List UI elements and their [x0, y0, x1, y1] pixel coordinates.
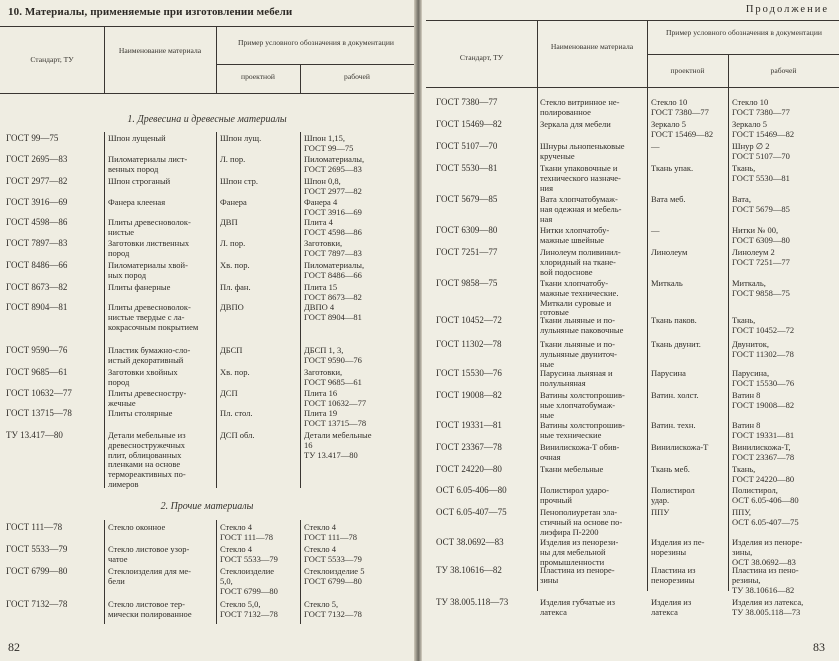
cell-standard: ГОСТ 2977—82: [6, 176, 68, 186]
cell-standard: ГОСТ 13715—78: [6, 408, 72, 418]
cell-project-designation: ДСП: [220, 388, 238, 398]
cell-working-designation: Изделия из пеноре- зины, ОСТ 38.0692—83: [732, 537, 803, 567]
cell-working-designation: Вата, ГОСТ 5679—85: [732, 194, 790, 214]
column-rule: [104, 520, 105, 624]
column-rule: [216, 520, 217, 624]
cell-material-name: Пиломатериалы хвой- ных пород: [108, 260, 188, 280]
cell-material-name: Нитки хлопчатобу- мажные швейные: [540, 225, 610, 245]
cell-material-name: Стекло витринное не- полированное: [540, 97, 620, 117]
cell-material-name: Изделия губчатые из латекса: [540, 597, 615, 617]
cell-working-designation: Стекло 4 ГОСТ 5533—79: [304, 544, 362, 564]
column-rule: [537, 87, 538, 591]
header-project: проектной: [670, 66, 705, 75]
cell-working-designation: Плита 4 ГОСТ 4598—86: [304, 217, 362, 237]
header-bottom-rule: [426, 87, 839, 88]
cell-working-designation: Ватин 8 ГОСТ 19331—81: [732, 420, 795, 440]
cell-standard: ГОСТ 111—78: [6, 522, 63, 532]
cell-material-name: Пиломатериалы лист- венных пород: [108, 154, 188, 174]
cell-standard: ГОСТ 6309—80: [436, 225, 498, 235]
cell-material-name: Ткани льняные и по- лульняные двуниточ- ные: [540, 339, 617, 369]
cell-working-designation: Пиломатериалы, ГОСТ 8486—66: [304, 260, 365, 280]
cell-working-designation: Стекло 10 ГОСТ 7380—77: [732, 97, 790, 117]
cell-project-designation: ППУ: [651, 507, 670, 517]
cell-working-designation: Шпон 0,8, ГОСТ 2977—82: [304, 176, 362, 196]
cell-working-designation: Детали мебельные 16 ТУ 13.417—80: [304, 430, 372, 460]
cell-material-name: Изделия из пенорези- ны для мебельной промышленности: [540, 537, 619, 567]
cell-standard: ГОСТ 4598—86: [6, 217, 68, 227]
header-mid-rule: [647, 54, 839, 55]
cell-material-name: Вата хлопчатобумаж- ная одежная и мебель- ная: [540, 194, 622, 224]
cell-standard: ГОСТ 23367—78: [436, 442, 502, 452]
cell-material-name: Ватины холстопрошив- ные хлопчатобумаж- ные: [540, 390, 625, 420]
cell-project-designation: Винилискожа-Т: [651, 442, 709, 452]
header-divider: [104, 26, 105, 93]
cell-project-designation: Хв. пор.: [220, 367, 250, 377]
cell-project-designation: Шпон стр.: [220, 176, 259, 186]
cell-standard: ГОСТ 7897—83: [6, 238, 68, 248]
cell-working-designation: ДВПО 4 ГОСТ 8904—81: [304, 302, 362, 322]
cell-material-name: Шпон строганый: [108, 176, 171, 186]
cell-working-designation: Шпон 1,15, ГОСТ 99—75: [304, 133, 354, 153]
cell-material-name: Ватины холстопрошив- ные технические: [540, 420, 625, 440]
header-standard: Стандарт, ТУ: [459, 53, 504, 62]
cell-standard: ГОСТ 9858—75: [436, 278, 498, 288]
cell-project-designation: Фанера: [220, 197, 247, 207]
cell-project-designation: Парусина: [651, 368, 686, 378]
cell-standard: ГОСТ 7380—77: [436, 97, 498, 107]
cell-project-designation: Ткань меб.: [651, 464, 690, 474]
column-rule: [300, 132, 301, 488]
cell-project-designation: Пл. стол.: [220, 408, 253, 418]
cell-working-designation: Пиломатериалы, ГОСТ 2695—83: [304, 154, 365, 174]
cell-project-designation: ДСП обл.: [220, 430, 255, 440]
cell-material-name: Фанера клееная: [108, 197, 166, 207]
cell-material-name: Заготовки хвойных пород: [108, 367, 178, 387]
cell-project-designation: Ткань двунит.: [651, 339, 701, 349]
cell-project-designation: Зеркало 5 ГОСТ 15469—82: [651, 119, 714, 139]
cell-standard: ГОСТ 11302—78: [436, 339, 502, 349]
cell-project-designation: Шпон лущ.: [220, 133, 262, 143]
cell-project-designation: Вата меб.: [651, 194, 686, 204]
cell-standard: ГОСТ 2695—83: [6, 154, 68, 164]
cell-project-designation: Хв. пор.: [220, 260, 250, 270]
cell-working-designation: Пластина из пено- резины, ТУ 38.10616—82: [732, 565, 799, 595]
header-divider: [647, 20, 648, 87]
cell-project-designation: Пл. фан.: [220, 282, 251, 292]
cell-standard: ГОСТ 19331—81: [436, 420, 502, 430]
cell-standard: ОСТ 6.05-407—75: [436, 507, 507, 517]
book-gutter: [414, 0, 422, 661]
column-rule: [647, 87, 648, 591]
cell-project-designation: Ткань паков.: [651, 315, 697, 325]
right-page: [422, 0, 839, 661]
cell-standard: ГОСТ 5679—85: [436, 194, 498, 204]
cell-material-name: Детали мебельные из древесностружечных плит, облицованных пленками на основе термореактивных по- лимеров: [108, 430, 186, 489]
cell-standard: ГОСТ 15530—76: [436, 368, 502, 378]
cell-material-name: Плиты древесноволок- нистые твердые с ла- кокрасочным покрытием: [108, 302, 199, 332]
cell-material-name: Стекло листовое узор- чатое: [108, 544, 190, 564]
cell-standard: ГОСТ 9685—61: [6, 367, 68, 377]
cell-project-designation: ДБСП: [220, 345, 243, 355]
header-example: Пример условного обозначения в документации: [238, 38, 394, 47]
cell-standard: ГОСТ 6799—80: [6, 566, 68, 576]
cell-standard: ОСТ 6.05-406—80: [436, 485, 507, 495]
cell-material-name: Заготовки лиственных пород: [108, 238, 190, 258]
cell-standard: ГОСТ 5530—81: [436, 163, 498, 173]
cell-project-designation: Стекло 4 ГОСТ 5533—79: [220, 544, 278, 564]
cell-working-designation: Ткань, ГОСТ 10452—72: [732, 315, 795, 335]
cell-standard: ГОСТ 8904—81: [6, 302, 68, 312]
table-title: 10. Материалы, применяемые при изготовлении мебели: [8, 6, 293, 18]
cell-material-name: Шнуры льнопеньковые крученые: [540, 141, 625, 161]
cell-standard: ГОСТ 8673—82: [6, 282, 68, 292]
cell-working-designation: Заготовки, ГОСТ 9685—61: [304, 367, 362, 387]
cell-project-designation: Изделия из пе- норезины: [651, 537, 705, 557]
cell-material-name: Винилискожа-Т обив- очная: [540, 442, 620, 462]
cell-working-designation: Миткаль, ГОСТ 9858—75: [732, 278, 790, 298]
cell-standard: ГОСТ 8486—66: [6, 260, 68, 270]
cell-project-designation: Стеклоизделие 5,0, ГОСТ 6799—80: [220, 566, 278, 596]
header-name: Наименование материала: [550, 42, 634, 51]
section-title: 2. Прочие материалы: [160, 501, 254, 512]
cell-project-designation: Стекло 10 ГОСТ 7380—77: [651, 97, 709, 117]
cell-standard: ГОСТ 15469—82: [436, 119, 502, 129]
cell-project-designation: Пластина из пенорезины: [651, 565, 696, 585]
cell-standard: ГОСТ 5533—79: [6, 544, 68, 554]
cell-working-designation: Нитки № 00, ГОСТ 6309—80: [732, 225, 790, 245]
header-standard: Стандарт, ТУ: [30, 55, 74, 64]
cell-material-name: Ткани льняные и по- лульняные паковочные: [540, 315, 624, 335]
cell-material-name: Плиты древесноволок- нистые: [108, 217, 191, 237]
cell-project-designation: ДВП: [220, 217, 238, 227]
cell-standard: ОСТ 38.0692—83: [436, 537, 504, 547]
cell-working-designation: Винилискожа-Т, ГОСТ 23367—78: [732, 442, 795, 462]
cell-working-designation: Стеклоизделие 5 ГОСТ 6799—80: [304, 566, 365, 586]
cell-working-designation: Плита 16 ГОСТ 10632—77: [304, 388, 367, 408]
cell-working-designation: Шнур ∅ 2 ГОСТ 5107—70: [732, 141, 790, 161]
header-project: проектной: [241, 72, 275, 81]
column-rule: [300, 520, 301, 624]
header-working: рабочей: [770, 66, 797, 75]
cell-material-name: Стекло оконное: [108, 522, 166, 532]
cell-working-designation: Двуниток, ГОСТ 11302—78: [732, 339, 794, 359]
cell-project-designation: —: [651, 225, 660, 235]
cell-working-designation: Плита 15 ГОСТ 8673—82: [304, 282, 362, 302]
cell-project-designation: Стекло 5,0, ГОСТ 7132—78: [220, 599, 278, 619]
cell-material-name: Плиты древесностру- жечные: [108, 388, 187, 408]
cell-working-designation: Стекло 5, ГОСТ 7132—78: [304, 599, 362, 619]
cell-standard: ТУ 38.10616—82: [436, 565, 502, 575]
page-number: 83: [813, 640, 825, 654]
header-mid-rule: [216, 64, 414, 65]
cell-project-designation: ДВПО: [220, 302, 244, 312]
cell-project-designation: Ткань упак.: [651, 163, 694, 173]
cell-working-designation: ППУ, ОСТ 6.05-407—75: [732, 507, 799, 527]
column-rule: [216, 132, 217, 488]
cell-project-designation: Изделия из латекса: [651, 597, 692, 617]
cell-material-name: Линолеум поливинил- хлоридный на ткане- вой подоснове: [540, 247, 621, 277]
left-page: [0, 0, 414, 661]
header-bottom-rule: [0, 93, 414, 94]
cell-standard: ГОСТ 10632—77: [6, 388, 72, 398]
cell-standard: ГОСТ 3916—69: [6, 197, 68, 207]
cell-project-designation: Миткаль: [651, 278, 683, 288]
cell-material-name: Зеркала для мебели: [540, 119, 611, 129]
header-name: Наименование материала: [118, 46, 202, 55]
cell-material-name: Стекло листовое тер- мически полированное: [108, 599, 192, 619]
cell-material-name: Ткани упаковочные и технического назначе- ния: [540, 163, 621, 193]
cell-material-name: Шпон лущеный: [108, 133, 166, 143]
cell-material-name: Пластик бумажно-сло- истый декоративный: [108, 345, 191, 365]
cell-material-name: Парусина льняная и полульняная: [540, 368, 613, 388]
cell-material-name: Ткани хлопчатобу- мажные технические. Миткали суровые и готовые: [540, 278, 619, 318]
column-rule: [104, 132, 105, 488]
page-number: 82: [8, 640, 20, 654]
cell-working-designation: Стекло 4 ГОСТ 111—78: [304, 522, 358, 542]
cell-working-designation: Линолеум 2 ГОСТ 7251—77: [732, 247, 790, 267]
cell-project-designation: Стекло 4 ГОСТ 111—78: [220, 522, 274, 542]
cell-working-designation: Ткань, ГОСТ 5530—81: [732, 163, 790, 183]
cell-project-designation: —: [651, 141, 660, 151]
cell-standard: ГОСТ 7132—78: [6, 599, 68, 609]
cell-standard: ТУ 13.417—80: [6, 430, 63, 440]
cell-standard: ГОСТ 7251—77: [436, 247, 498, 257]
cell-working-designation: Парусина, ГОСТ 15530—76: [732, 368, 795, 388]
header-example: Пример условного обозначения в документации: [666, 28, 822, 37]
cell-standard: ТУ 38.005.118—73: [436, 597, 509, 607]
continuation-label: Продолжение: [745, 4, 829, 15]
section-title: 1. Древесина и древесные материалы: [127, 114, 287, 125]
cell-project-designation: Ватин. холст.: [651, 390, 699, 400]
cell-material-name: Ткани мебельные: [540, 464, 604, 474]
cell-project-designation: Ватин. техн.: [651, 420, 696, 430]
cell-material-name: Плиты фанерные: [108, 282, 171, 292]
cell-standard: ГОСТ 99—75: [6, 133, 59, 143]
cell-working-designation: Заготовки, ГОСТ 7897—83: [304, 238, 362, 258]
cell-material-name: Пластина из пеноре- зины: [540, 565, 615, 585]
cell-standard: ГОСТ 5107—70: [436, 141, 498, 151]
cell-working-designation: ДБСП 1, 3, ГОСТ 9590—76: [304, 345, 362, 365]
cell-project-designation: Полистирол удар.: [651, 485, 695, 505]
cell-project-designation: Л. пор.: [220, 238, 246, 248]
cell-standard: ГОСТ 19008—82: [436, 390, 502, 400]
cell-standard: ГОСТ 24220—80: [436, 464, 502, 474]
header-divider: [537, 20, 538, 87]
cell-working-designation: Плита 19 ГОСТ 13715—78: [304, 408, 367, 428]
cell-standard: ГОСТ 10452—72: [436, 315, 502, 325]
cell-working-designation: Ткань, ГОСТ 24220—80: [732, 464, 795, 484]
header-top-rule: [0, 26, 414, 27]
cell-working-designation: Фанера 4 ГОСТ 3916—69: [304, 197, 362, 217]
cell-working-designation: Полистирол, ОСТ 6.05-406—80: [732, 485, 799, 505]
cell-standard: ГОСТ 9590—76: [6, 345, 68, 355]
cell-material-name: Стеклоизделия для ме- бели: [108, 566, 191, 586]
cell-material-name: Плиты столярные: [108, 408, 173, 418]
column-rule: [728, 87, 729, 591]
cell-project-designation: Л. пор.: [220, 154, 246, 164]
cell-project-designation: Линолеум: [651, 247, 688, 257]
cell-working-designation: Ватин 8 ГОСТ 19008—82: [732, 390, 795, 410]
cell-working-designation: Изделия из латекса, ТУ 38.005.118—73: [732, 597, 804, 617]
header-working: рабочей: [344, 72, 370, 81]
cell-working-designation: Зеркало 5 ГОСТ 15469—82: [732, 119, 795, 139]
cell-material-name: Полистирол ударо- прочный: [540, 485, 610, 505]
header-top-rule: [426, 20, 839, 21]
header-divider: [216, 26, 217, 93]
cell-material-name: Пенополиуретан эла- стичный на основе по- лиэфира П-2200: [540, 507, 623, 537]
